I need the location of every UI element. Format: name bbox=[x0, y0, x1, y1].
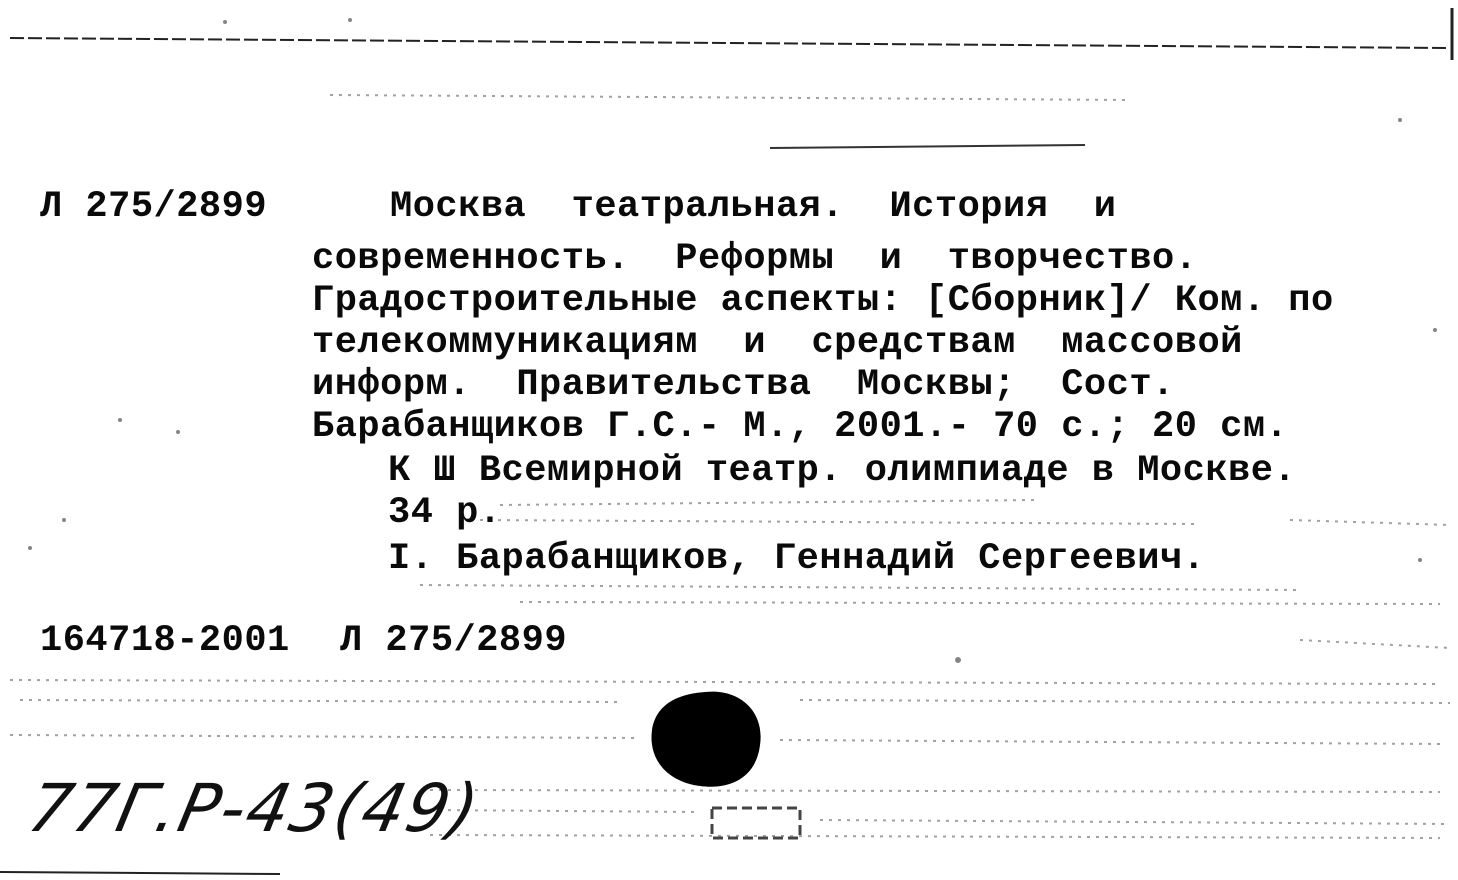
title-line-6: Барабанщиков Г.С.- М., 2001.- 70 с.; 20 см. bbox=[312, 406, 1289, 448]
accession-number: 164718-2001 bbox=[40, 620, 290, 662]
title-line-3: Градостроительные аспекты: [Сборник]/ Ком. по bbox=[312, 280, 1334, 322]
note-line: К Ш Всемирной театр. олимпиаде в Москве. bbox=[388, 450, 1297, 492]
title-line-1: Москва театральная. История и bbox=[390, 186, 1117, 228]
title-line-4: телекоммуникациям и средствам массовой bbox=[312, 322, 1243, 364]
price: 34 р. bbox=[388, 492, 502, 534]
title-line-2: современность. Реформы и творчество. bbox=[312, 238, 1198, 280]
punch-hole bbox=[651, 692, 760, 787]
handwritten-shelf-mark: 77Г.Р-43(49) bbox=[21, 770, 487, 847]
title-line-5: информ. Правительства Москвы; Сост. bbox=[312, 364, 1175, 406]
call-number: Л 275/2899 bbox=[40, 186, 268, 228]
author-entry: I. Барабанщиков, Геннадий Сергеевич. bbox=[388, 538, 1206, 580]
call-number-bottom: Л 275/2899 bbox=[340, 620, 568, 662]
